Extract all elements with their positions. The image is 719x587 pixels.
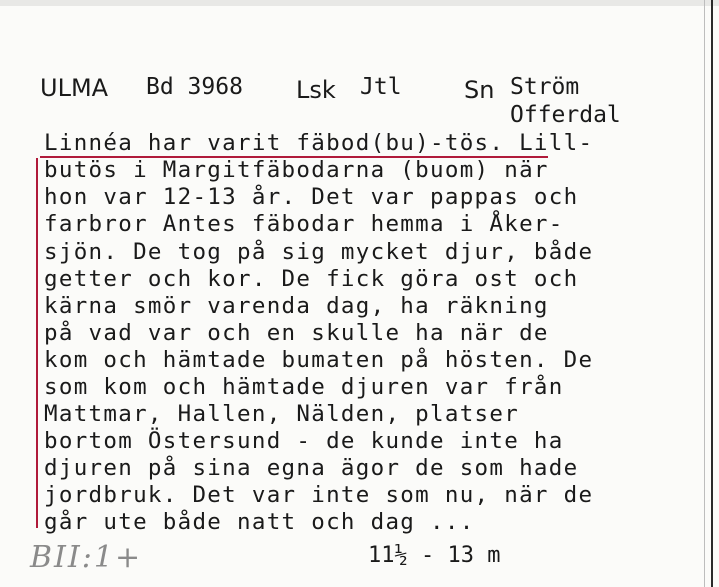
body-line: djuren på sina egna ägor de som hade [44,455,579,481]
body-line: som kom och hämtade djuren var från [44,374,564,400]
body-line: kom och hämtade bumaten på hösten. De [44,347,594,373]
body-line: farbror Antes fäbodar hemma i Åker- [44,211,564,237]
place-line-2: Offerdal [510,102,621,128]
red-margin-line [36,158,38,528]
lsk-label: Lsk [296,76,336,104]
body-line: på vad var och en skulle ha när de [44,320,549,346]
body-line: kärna smör varenda dag, ha räkning [44,293,549,319]
handwritten-signature: BII:1+ [30,540,143,575]
body-line: Linnéa har varit fäbod(bu)-tös. Lill- [44,130,594,156]
card-top-edge [0,0,719,6]
body-line: Mattmar, Hallen, Nälden, platser [44,401,520,427]
body-line: sjön. De tog på sig mycket djur, både [44,239,594,265]
body-line: butös i Margitfäbodarna (buom) när [44,157,549,183]
archive-name: ULMA [40,74,109,102]
sn-label: Sn [464,76,495,104]
body-line: går ute både natt och dag ... [44,509,475,535]
page-range: 11½ - 13 m [368,543,501,568]
place-line-1: Ström [510,74,580,100]
body-line: hon var 12-13 år. Det var pappas och [44,184,579,210]
card-right-border [711,0,713,587]
body-line: jordbruk. Det var inte som nu, när de [44,482,594,508]
card-right-border-faint [704,0,705,587]
record-number: Bd 3968 [146,74,243,100]
body-line: bortom Östersund - de kunde inte ha [44,428,564,454]
body-line: getter och kor. De fick göra ost och [44,266,579,292]
lsk-value: Jtl [360,74,402,100]
